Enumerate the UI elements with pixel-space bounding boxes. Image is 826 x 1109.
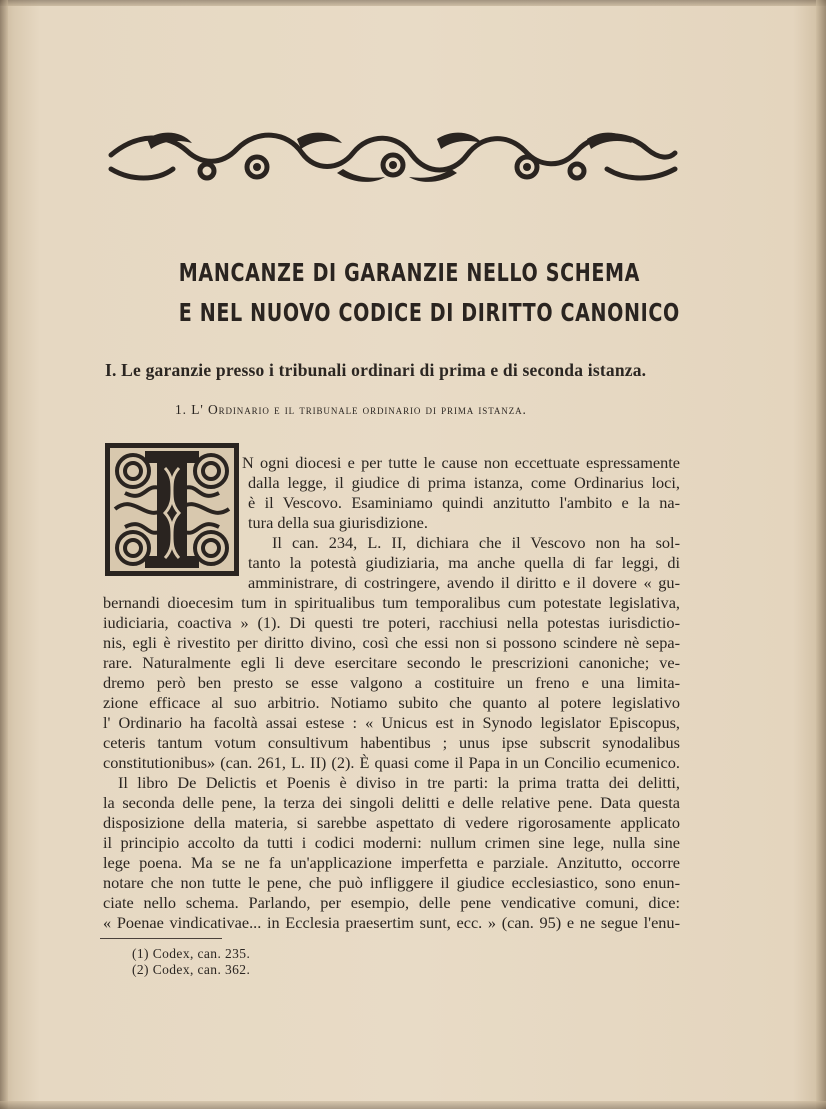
- body-line: Il libro De Delictis et Poenis è diviso in tre parti: la prima tratta dei delitti,: [118, 773, 680, 792]
- body-line: iudiciaria, coactiva » (1). Di questi tre poteri, racchiusi nella potestas iurisdictio-: [103, 613, 680, 632]
- body-line: rare. Naturalmente egli li deve esercitare secondo le prescrizioni canoniche; ve-: [103, 653, 680, 672]
- body-line: dremo però ben presto se esse valgono a costituire un freno e una limita-: [103, 673, 680, 692]
- body-line: notare che non tutte le pene, che può infliggere il giudice ecclesiastico, sono enun-: [103, 873, 680, 892]
- body-line: ciate nello schema. Parlando, per esempio, delle pene vendicative comuni, dice:: [103, 893, 680, 912]
- body-line: dalla legge, il giudice di prima istanza, come Ordinarius loci,: [248, 473, 680, 492]
- body-line: l' Ordinario ha facoltà assai estese : « Unicus est in Synodo legislator Episcopus,: [103, 713, 680, 732]
- body-line: la seconda delle pene, la terza dei singoli delitti e delle relative pene. Data questa: [103, 793, 680, 812]
- page-left-edge: [0, 0, 8, 1109]
- subsection-heading: 1. L' Ordinario e il tribunale ordinario di prima istanza.: [175, 402, 527, 417]
- body-line: bernandi dioecesim tum in spiritualibus tum temporalibus cum potestate legislativa,: [103, 593, 680, 612]
- chapter-title: [100, 253, 680, 333]
- body-line: lege poena. Ma se ne fa un'applicazione imperfetta e parziale. Anzitutto, occorre: [103, 853, 680, 872]
- footnote-1: (1) Codex, can. 235.: [132, 946, 251, 961]
- chapter-title-line-1: MANCANZE DI GARANZIE NELLO SCHEMA: [178, 258, 641, 287]
- body-line: constitutionibus» (can. 261, L. II) (2). È quasi come il Papa in un Concilio ecumenico.: [103, 753, 680, 772]
- body-line: è il Vescovo. Esaminiamo quindi anzitutto l'ambito e la na-: [248, 493, 680, 512]
- body-line: zione efficace al suo arbitrio. Notiamo subito che quanto al potere legislativo: [103, 693, 680, 712]
- footnote-rule: [100, 938, 222, 939]
- section-heading: I. Le garanzie presso i tribunali ordinari di prima e di seconda istanza.: [105, 360, 647, 380]
- body-line: disposizione della materia, si sarebbe aspettato di vedere rigorosamente applicato: [103, 813, 680, 832]
- drop-cap-initial: [105, 443, 239, 576]
- body-line: tanto la potestà giudiziaria, ma anche quella di far leggi, di: [248, 553, 680, 572]
- footnote-2: (2) Codex, can. 362.: [132, 962, 251, 977]
- chapter-title-line-2: E NEL NUOVO CODICE DI DIRITTO CANONICO: [178, 298, 680, 327]
- body-line: ceteris tantum votum consultivum habentibus ; unus ipse subscrit synodalibus: [103, 733, 680, 752]
- body-line: N ogni diocesi e per tutte le cause non eccettuate espressamente: [242, 453, 680, 472]
- body-line: Il can. 234, L. II, dichiara che il Vescovo non ha sol-: [272, 533, 680, 552]
- page-bottom-edge: [0, 1101, 826, 1109]
- page-top-edge: [0, 0, 826, 6]
- body-line: amministrare, di costringere, avendo il diritto e il dovere « gu-: [248, 573, 680, 592]
- body-line: il principio accolto da tutti i codici moderni: nullum crimen sine lege, nulla sine: [103, 833, 680, 852]
- body-line: « Poenae vindicativae... in Ecclesia praesertim sunt, ecc. » (can. 95) e ne segue l'enu-: [103, 913, 680, 932]
- headpiece-ornament: [107, 125, 679, 191]
- body-line: nis, egli è rivestito per diritto divino, così che essi non si possono scindere nè sepa-: [103, 633, 680, 652]
- page-right-edge: [816, 0, 826, 1109]
- body-line: tura della sua giurisdizione.: [248, 513, 428, 532]
